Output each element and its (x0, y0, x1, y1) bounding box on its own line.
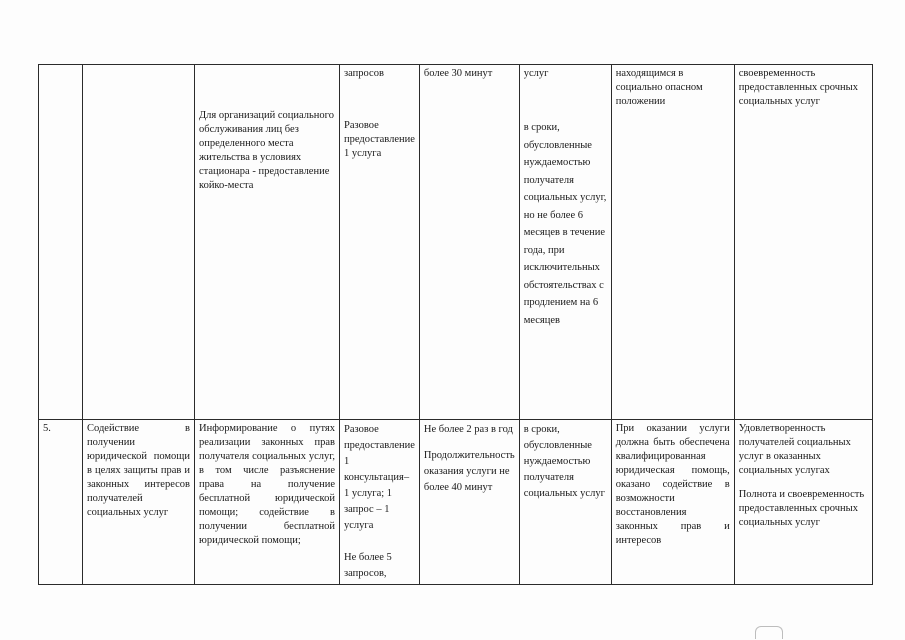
service-term: в сроки, обусловленные нуждаемостью получателя социальных услуг (523, 424, 605, 499)
cell-service-description (195, 420, 340, 585)
volume-text: Разовое предоставление 1 услуга (344, 120, 415, 159)
service-duration: Продолжительность оказания услуги не более 40 минут (423, 450, 515, 493)
cell-service-time (419, 420, 519, 585)
service-frequency: Не более 2 раз в год (423, 424, 513, 435)
term-text-top: услуг (523, 68, 549, 79)
indicators-text: своевременность предоставленных срочных социальных услуг (738, 68, 858, 107)
table-row-5 (39, 420, 873, 585)
cell-duration (419, 65, 519, 420)
service-name: Содействие в получении юридической помощи в целях защиты прав и законных интересов получателей социальных услуг (87, 423, 190, 518)
cell-row-number (39, 420, 83, 585)
cell-name-empty (83, 65, 195, 420)
duration-text: более 30 минут (423, 68, 493, 79)
cell-service-conditions (611, 420, 734, 585)
cell-number-empty (39, 65, 83, 420)
cell-service-volume (340, 420, 420, 585)
cell-service-term (519, 420, 611, 585)
scan-mark (755, 626, 783, 639)
service-description: Информирование о путях реализации законных прав получателя социальных услуг, в том числе разъяснение права на получение бесплатной юридической помощи; содействие в получении бесплатной юридической помощи; (199, 423, 335, 546)
cell-service-indicators (734, 420, 872, 585)
indicator-completeness: Полнота и своевременность предоставленных срочных социальных услуг (738, 489, 865, 528)
cell-description (195, 65, 340, 420)
cell-service-name (83, 420, 195, 585)
indicator-satisfaction: Удовлетворенность получателей социальных услуг в оказанных социальных услугах (738, 423, 851, 476)
description-text: Для организаций социального обслуживания лиц без определенного места жительства в условиях стационара - предоставление койко-места (199, 110, 334, 191)
table-row-continued (39, 65, 873, 420)
conditions-text: находящимся в социально опасном положении (615, 68, 703, 107)
service-conditions: При оказании услуги должна быть обеспечена квалифицированная юридическая помощь, оказано содействие в возможности восстановления законных прав и интересов (615, 423, 730, 546)
cell-term (519, 65, 611, 420)
term-text: в сроки, обусловленные нуждаемостью получателя социальных услуг, но не более 6 месяцев в течение года, при исключительных обстоятельствах с продлением на 6 месяцев (523, 122, 607, 326)
service-volume: Разовое предоставление 1 консультация– 1 услуга; 1 запрос – 1 услуга Не более 5 запросов, (344, 424, 415, 579)
services-table (38, 64, 873, 585)
volume-text-top: запросов (344, 68, 384, 79)
cell-volume (340, 65, 420, 420)
row-number: 5. (43, 423, 51, 434)
cell-indicators (734, 65, 872, 420)
cell-conditions (611, 65, 734, 420)
